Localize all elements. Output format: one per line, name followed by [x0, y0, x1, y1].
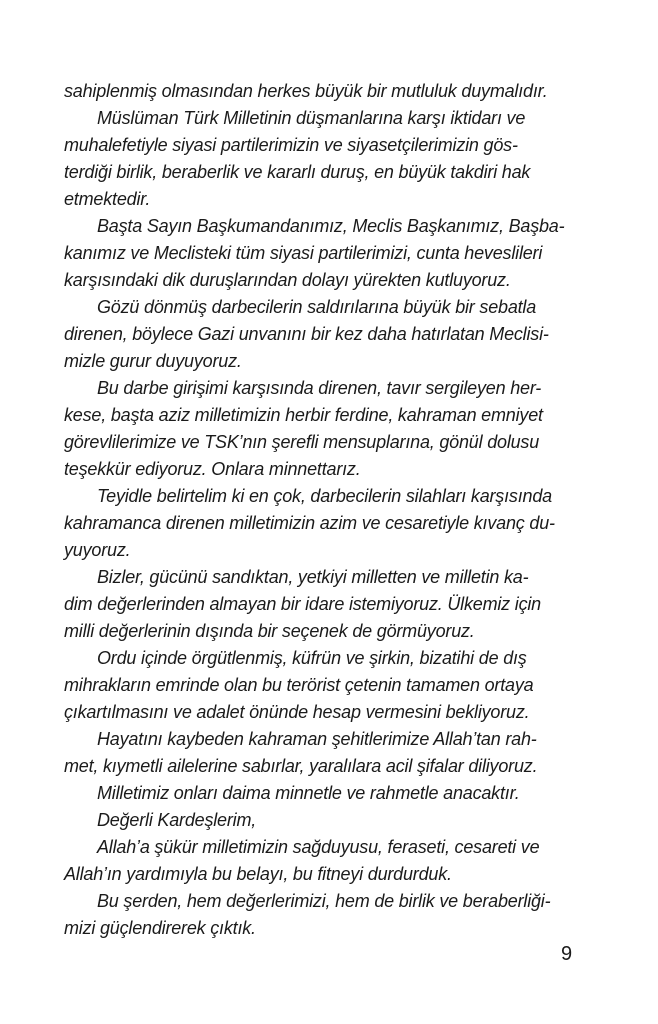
paragraph [64, 807, 598, 834]
text-line: Bu darbe girişimi karşısında direnen, tavır sergileyen her- [97, 378, 542, 398]
text-line: teşekkür ediyoruz. Onlara minnettarız. [64, 459, 361, 479]
text-line: çıkartılmasını ve adalet önünde hesap vermesini bekliyoruz. [64, 702, 530, 722]
text-line: Teyidle belirtelim ki en çok, darbecilerin silahları karşısında [97, 486, 552, 506]
text-line: sahiplenmiş olmasından herkes büyük bir mutluluk duymalıdır. [64, 81, 548, 101]
paragraph [64, 834, 598, 888]
text-line: görevlilerimize ve TSK’nın şerefli mensuplarına, gönül dolusu [64, 432, 540, 452]
text-line: mihrakların emrinde olan bu terörist çetenin tamamen ortaya [64, 675, 534, 695]
paragraph [64, 726, 598, 780]
paragraph [64, 78, 598, 105]
text-line: direnen, böylece Gazi unvanını bir kez daha hatırlatan Meclisi- [64, 324, 549, 344]
text-line: muhalefetiyle siyasi partilerimizin ve siyasetçilerimizin gös- [64, 135, 518, 155]
paragraph [64, 213, 598, 294]
paragraph [64, 483, 598, 564]
text-line: etmektedir. [64, 189, 151, 209]
text-line: milli değerlerinin dışında bir seçenek de görmüyoruz. [64, 621, 475, 641]
text-line: Gözü dönmüş darbecilerin saldırılarına büyük bir sebatla [97, 297, 537, 317]
text-line: kahramanca direnen milletimizin azim ve cesaretiyle kıvanç du- [64, 513, 555, 533]
text-line: Başta Sayın Başkumandanımız, Meclis Başkanımız, Başba- [97, 216, 565, 236]
paragraph [64, 105, 598, 213]
text-line: karşısındaki dik duruşlarından dolayı yürekten kutluyoruz. [64, 270, 511, 290]
text-line: Allah’a şükür milletimizin sağduyusu, feraseti, cesareti ve [97, 837, 540, 857]
text-line: Ordu içinde örgütlenmiş, küfrün ve şirkin, bizatihi de dış [97, 648, 527, 668]
text-line: Allah’ın yardımıyla bu belayı, bu fitneyi durdurduk. [64, 864, 452, 884]
text-line: Hayatını kaybeden kahraman şehitlerimize Allah’tan rah- [97, 729, 537, 749]
text-line: Bu şerden, hem değerlerimizi, hem de birlik ve beraberliği- [97, 891, 551, 911]
text-line: Bizler, gücünü sandıktan, yetkiyi milletten ve milletin ka- [97, 567, 529, 587]
paragraph [64, 888, 598, 942]
text-line: mizle gurur duyuyoruz. [64, 351, 242, 371]
body-text [64, 78, 598, 942]
text-line: Milletimiz onları daima minnetle ve rahmetle anacaktır. [97, 783, 520, 803]
text-line: mizi güçlendirerek çıktık. [64, 918, 256, 938]
text-line: kanımız ve Meclisteki tüm siyasi partilerimizi, cunta heveslileri [64, 243, 543, 263]
text-line: met, kıymetli ailelerine sabırlar, yaralılara acil şifalar diliyoruz. [64, 756, 538, 776]
page-number: 9 [561, 943, 573, 965]
text-line: terdiği birlik, beraberlik ve kararlı duruş, en büyük takdiri hak [64, 162, 531, 182]
paragraph [64, 375, 598, 483]
text-line: Müslüman Türk Milletinin düşmanlarına karşı iktidarı ve [97, 108, 526, 128]
paragraph [64, 564, 598, 645]
paragraph [64, 645, 598, 726]
text-line: kese, başta aziz milletimizin herbir ferdine, kahraman emniyet [64, 405, 543, 425]
text-line: yuyoruz. [64, 540, 131, 560]
text-line: dim değerlerinden almayan bir idare istemiyoruz. Ülkemiz için [64, 594, 541, 614]
paragraph [64, 294, 598, 375]
text-line: Değerli Kardeşlerim, [97, 810, 257, 830]
paragraph [64, 780, 598, 807]
